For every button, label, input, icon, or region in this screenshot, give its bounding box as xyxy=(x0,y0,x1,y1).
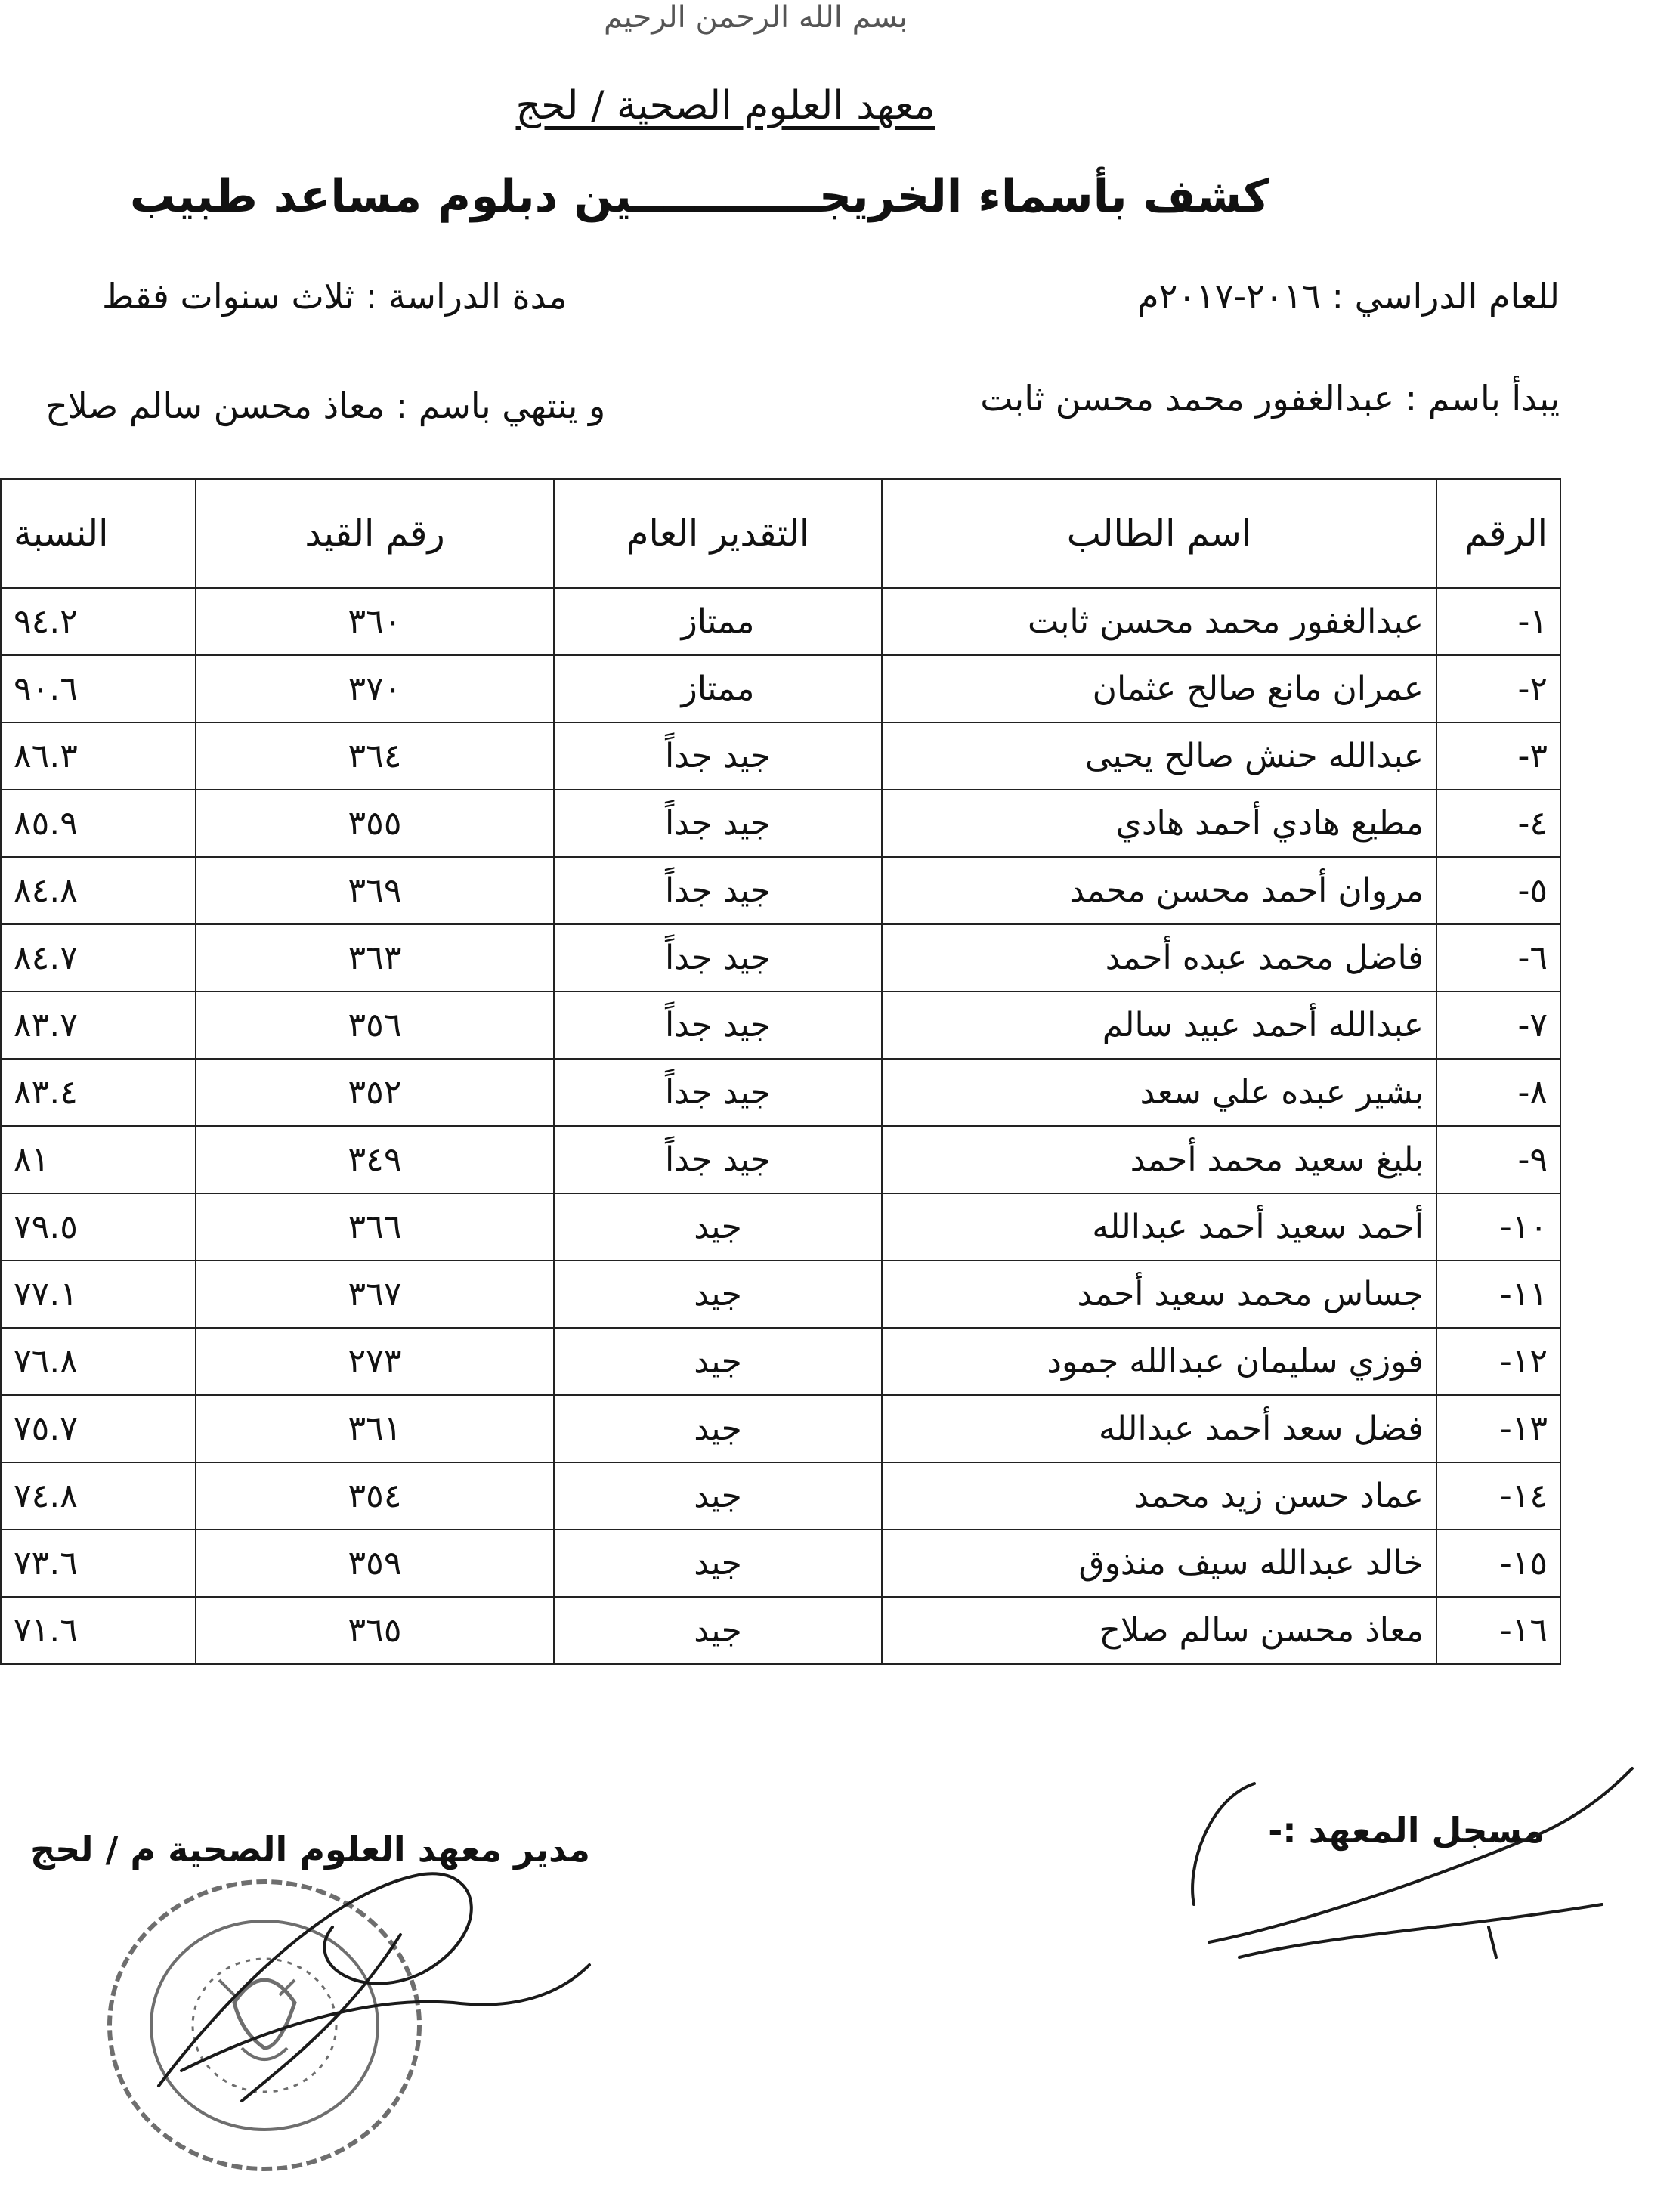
col-grade: التقدير العام xyxy=(554,479,882,588)
col-registration: رقم القيد xyxy=(196,479,554,588)
table-row xyxy=(1,1462,1560,1530)
cell-registration: ٣٦٧ xyxy=(196,1261,554,1328)
cell-number: ١٤- xyxy=(1436,1462,1560,1530)
table-row xyxy=(1,790,1560,857)
cell-grade: جيد جداً xyxy=(554,992,882,1059)
cell-number: ١٣- xyxy=(1436,1395,1560,1462)
cell-grade: جيد xyxy=(554,1597,882,1664)
cell-name: مطيع هادي أحمد هادي xyxy=(882,790,1436,857)
director-label: مدير معهد العلوم الصحية م / لحج xyxy=(30,1829,591,1870)
cell-name: أحمد سعيد أحمد عبدالله xyxy=(882,1193,1436,1261)
cell-registration: ٣٧٠ xyxy=(196,655,554,722)
cell-number: ٥- xyxy=(1436,857,1560,924)
starts-with: يبدأ باسم : عبدالغفور محمد محسن ثابت xyxy=(980,378,1560,419)
cell-grade: جيد xyxy=(554,1261,882,1328)
cell-percentage: ٨٤.٨ xyxy=(1,857,196,924)
cell-grade: جيد xyxy=(554,1530,882,1597)
cell-registration: ٣٦٦ xyxy=(196,1193,554,1261)
institute-name-text: معهد العلوم الصحية / لحج xyxy=(515,83,935,128)
cell-percentage: ٧٥.٧ xyxy=(1,1395,196,1462)
registrar-label: مسجل المعهد :- xyxy=(1268,1810,1545,1851)
cell-grade: جيد جداً xyxy=(554,857,882,924)
cell-name: معاذ محسن سالم صلاح xyxy=(882,1597,1436,1664)
cell-percentage: ٨٣.٧ xyxy=(1,992,196,1059)
cell-name: عماد حسن زيد محمد xyxy=(882,1462,1436,1530)
cell-name: عبدالله حنش صالح يحيى xyxy=(882,722,1436,790)
cell-number: ٤- xyxy=(1436,790,1560,857)
cell-name: خالد عبدالله سيف منذوق xyxy=(882,1530,1436,1597)
table-row xyxy=(1,1597,1560,1664)
table-row xyxy=(1,1328,1560,1395)
cell-registration: ٣٥٥ xyxy=(196,790,554,857)
col-name: اسم الطالب xyxy=(882,479,1436,588)
table-body xyxy=(1,588,1560,1664)
table-row xyxy=(1,1530,1560,1597)
cell-percentage: ٧١.٦ xyxy=(1,1597,196,1664)
table-header-row xyxy=(1,479,1560,588)
cell-percentage: ٧٣.٦ xyxy=(1,1530,196,1597)
cell-name: جساس محمد سعيد أحمد xyxy=(882,1261,1436,1328)
cell-registration: ٣٦١ xyxy=(196,1395,554,1462)
table-row xyxy=(1,857,1560,924)
cell-percentage: ٨٣.٤ xyxy=(1,1059,196,1126)
cell-registration: ٣٦٥ xyxy=(196,1597,554,1664)
cell-number: ١٦- xyxy=(1436,1597,1560,1664)
table-row xyxy=(1,1193,1560,1261)
cell-registration: ٣٥٤ xyxy=(196,1462,554,1530)
cell-number: ١١- xyxy=(1436,1261,1560,1328)
cell-percentage: ٧٦.٨ xyxy=(1,1328,196,1395)
cell-number: ٣- xyxy=(1436,722,1560,790)
cell-grade: ممتاز xyxy=(554,588,882,655)
table-row xyxy=(1,924,1560,992)
cell-percentage: ٨٤.٧ xyxy=(1,924,196,992)
document-title: كشف بأسماء الخريجــــــــــــين دبلوم مساعد طبيب xyxy=(129,170,1269,223)
cell-percentage: ٧٩.٥ xyxy=(1,1193,196,1261)
cell-grade: جيد جداً xyxy=(554,1126,882,1193)
cell-registration: ٣٥٦ xyxy=(196,992,554,1059)
cell-registration: ٢٧٣ xyxy=(196,1328,554,1395)
graduates-table xyxy=(0,478,1561,1665)
cell-name: عبدالله أحمد عبيد سالم xyxy=(882,992,1436,1059)
table-row xyxy=(1,655,1560,722)
cell-percentage: ٨٥.٩ xyxy=(1,790,196,857)
col-percentage: النسبة xyxy=(1,479,196,588)
study-duration: مدة الدراسة : ثلاث سنوات فقط xyxy=(102,276,567,317)
cell-percentage: ٩٤.٢ xyxy=(1,588,196,655)
registrar-signature xyxy=(1179,1753,1662,1980)
cell-registration: ٣٦٣ xyxy=(196,924,554,992)
cell-grade: جيد xyxy=(554,1193,882,1261)
cell-name: بليغ سعيد محمد أحمد xyxy=(882,1126,1436,1193)
table-row xyxy=(1,992,1560,1059)
cell-number: ١- xyxy=(1436,588,1560,655)
cell-registration: ٣٦٤ xyxy=(196,722,554,790)
cell-percentage: ٨١ xyxy=(1,1126,196,1193)
cell-number: ١٠- xyxy=(1436,1193,1560,1261)
cell-number: ٩- xyxy=(1436,1126,1560,1193)
cell-registration: ٣٥٢ xyxy=(196,1059,554,1126)
academic-year: للعام الدراسي : ٢٠١٦-٢٠١٧م xyxy=(1137,276,1560,317)
cell-grade: جيد xyxy=(554,1395,882,1462)
table-row xyxy=(1,1059,1560,1126)
table-row xyxy=(1,722,1560,790)
cell-grade: جيد جداً xyxy=(554,924,882,992)
cell-name: بشير عبده علي سعد xyxy=(882,1059,1436,1126)
cell-percentage: ٩٠.٦ xyxy=(1,655,196,722)
cell-name: فوزي سليمان عبدالله جمود xyxy=(882,1328,1436,1395)
director-signature xyxy=(136,1844,605,2116)
cell-number: ٦- xyxy=(1436,924,1560,992)
table-row xyxy=(1,1126,1560,1193)
institute-name xyxy=(484,83,967,128)
basmala: بسم الله الرحمن الرحيم xyxy=(603,0,908,35)
cell-registration: ٣٤٩ xyxy=(196,1126,554,1193)
cell-grade: جيد جداً xyxy=(554,1059,882,1126)
cell-name: عبدالغفور محمد محسن ثابت xyxy=(882,588,1436,655)
cell-number: ٧- xyxy=(1436,992,1560,1059)
cell-registration: ٣٦٠ xyxy=(196,588,554,655)
col-number: الرقم xyxy=(1436,479,1560,588)
cell-percentage: ٧٤.٨ xyxy=(1,1462,196,1530)
ends-with: و ينتهي باسم : معاذ محسن سالم صلاح xyxy=(45,385,606,426)
table-row xyxy=(1,588,1560,655)
cell-grade: جيد xyxy=(554,1462,882,1530)
cell-registration: ٣٦٩ xyxy=(196,857,554,924)
cell-name: عمران مانع صالح عثمان xyxy=(882,655,1436,722)
cell-name: مروان أحمد محسن محمد xyxy=(882,857,1436,924)
cell-grade: جيد xyxy=(554,1328,882,1395)
cell-percentage: ٧٧.١ xyxy=(1,1261,196,1328)
cell-name: فضل سعد أحمد عبدالله xyxy=(882,1395,1436,1462)
table-row xyxy=(1,1395,1560,1462)
cell-number: ٨- xyxy=(1436,1059,1560,1126)
cell-grade: جيد جداً xyxy=(554,790,882,857)
cell-grade: ممتاز xyxy=(554,655,882,722)
cell-registration: ٣٥٩ xyxy=(196,1530,554,1597)
cell-name: فاضل محمد عبده أحمد xyxy=(882,924,1436,992)
cell-number: ٢- xyxy=(1436,655,1560,722)
table-row xyxy=(1,1261,1560,1328)
cell-number: ١٥- xyxy=(1436,1530,1560,1597)
cell-number: ١٢- xyxy=(1436,1328,1560,1395)
cell-grade: جيد جداً xyxy=(554,722,882,790)
cell-percentage: ٨٦.٣ xyxy=(1,722,196,790)
